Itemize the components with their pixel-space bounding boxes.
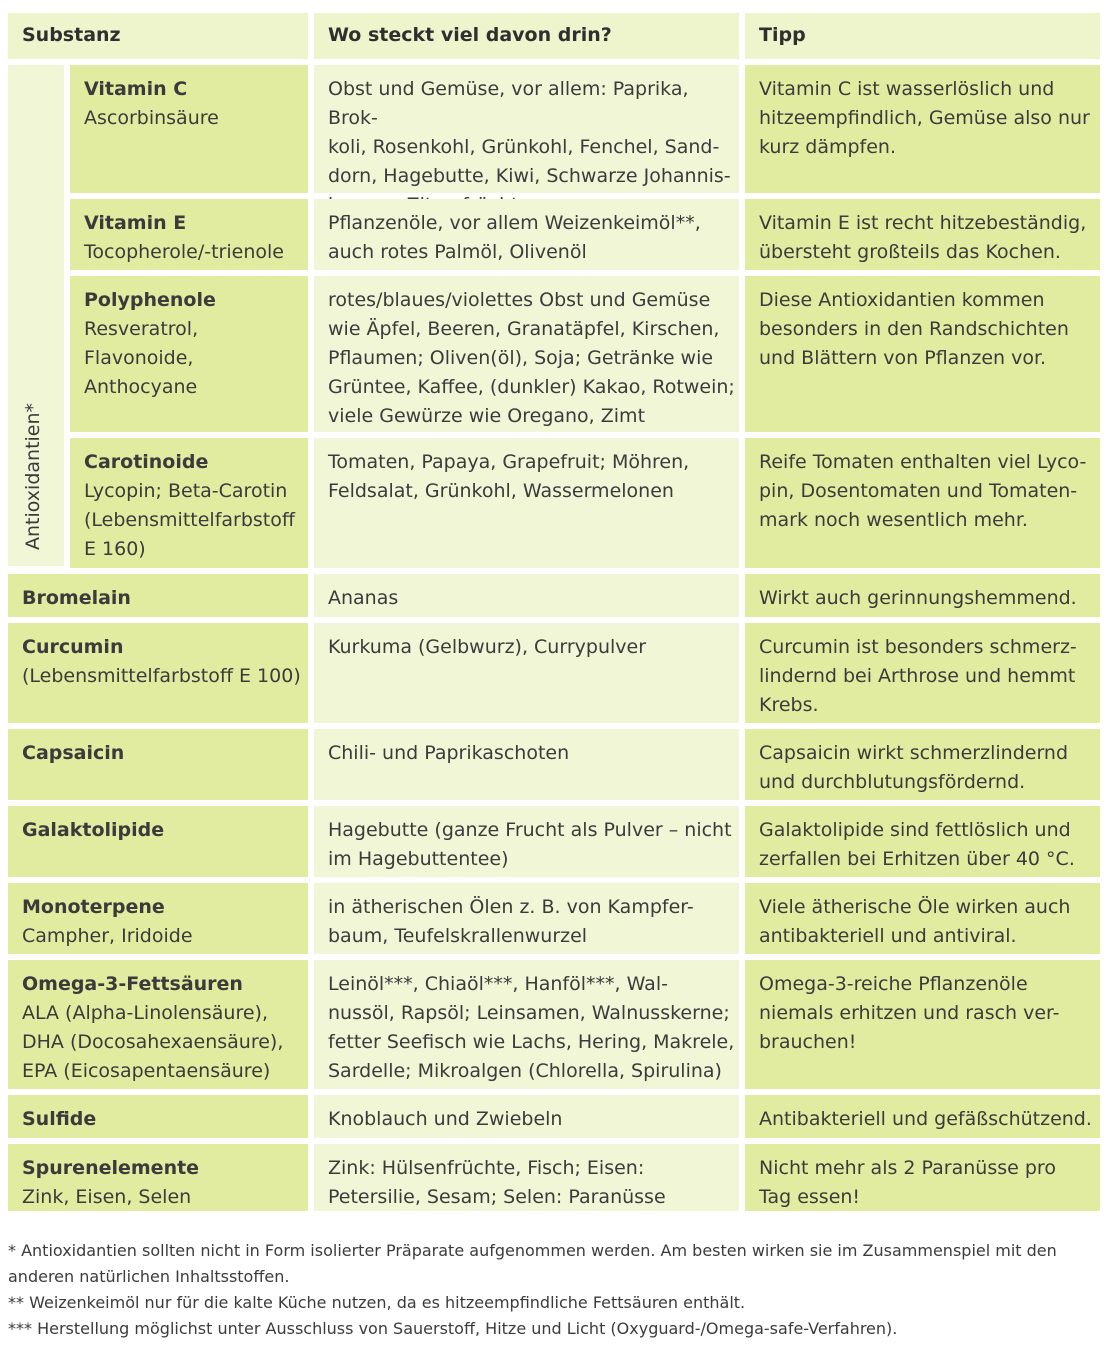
sources-line: auch rotes Palmöl, Olivenöl bbox=[328, 241, 587, 263]
sources-line: Petersilie, Sesam; Selen: Paranüsse bbox=[328, 1186, 666, 1208]
tip-line: Vitamin E ist recht hitzebeständig, bbox=[759, 212, 1087, 234]
substance-name: Carotinoide bbox=[84, 451, 209, 473]
sources-line: Grüntee, Kaffee, (dunkler) Kakao, Rotwein; bbox=[328, 376, 735, 398]
sources-cell bbox=[314, 729, 739, 800]
substance-name: Vitamin C bbox=[84, 78, 188, 100]
substance-detail: Zink, Eisen, Selen bbox=[22, 1186, 192, 1208]
substance-name: Polyphenole bbox=[84, 289, 216, 311]
tip-line: antibakteriell und antiviral. bbox=[759, 925, 1017, 947]
sources-cell bbox=[314, 960, 739, 1089]
header-col3 bbox=[745, 13, 1100, 59]
footnote: *** Herstellung möglichst unter Ausschluss von Sauerstoff, Hitze und Licht (Oxyguard-/Omega-safe-Verfahren). bbox=[8, 1319, 898, 1338]
tip-line: Diese Antioxidantien kommen bbox=[759, 289, 1045, 311]
tip-cell bbox=[745, 438, 1100, 568]
sources-line: Pflaumen; Oliven(öl), Soja; Getränke wie bbox=[328, 347, 714, 369]
substance-cell bbox=[8, 883, 308, 954]
sources-line: wie Äpfel, Beeren, Granatäpfel, Kirschen, bbox=[328, 318, 720, 340]
tip-line: brauchen! bbox=[759, 1031, 857, 1053]
substance-cell bbox=[8, 806, 308, 877]
sources-cell bbox=[314, 883, 739, 954]
tip-line: hitzeempfindlich, Gemüse also nur bbox=[759, 107, 1090, 129]
tip-cell bbox=[745, 276, 1100, 432]
tip-line: Nicht mehr als 2 Paranüsse pro bbox=[759, 1157, 1056, 1179]
sources-line: Pflanzenöle, vor allem Weizenkeimöl**, bbox=[328, 212, 701, 234]
sources-line: Knoblauch und Zwiebeln bbox=[328, 1108, 563, 1130]
sources-line: Leinöl***, Chiaöl***, Hanföl***, Wal- bbox=[328, 973, 668, 995]
substance-detail: Ascorbinsäure bbox=[84, 107, 219, 129]
tip-cell bbox=[745, 960, 1100, 1089]
substance-detail: Resveratrol, bbox=[84, 318, 199, 340]
sources-cell bbox=[314, 623, 739, 723]
substance-name: Monoterpene bbox=[22, 896, 165, 918]
group-label-cell bbox=[8, 65, 64, 566]
sources-line: fetter Seefisch wie Lachs, Hering, Makrele, bbox=[328, 1031, 735, 1053]
substance-cell bbox=[8, 1144, 308, 1211]
tip-cell bbox=[745, 729, 1100, 800]
sources-line: in ätherischen Ölen z. B. von Kampfer- bbox=[328, 896, 694, 918]
substance-name: Galaktolipide bbox=[22, 819, 165, 841]
substance-detail: Campher, Iridoide bbox=[22, 925, 193, 947]
header-label: Wo steckt viel davon drin? bbox=[328, 24, 612, 46]
sources-line: Sardelle; Mikroalgen (Chlorella, Spirulina) bbox=[328, 1060, 722, 1082]
substance-name: Spurenelemente bbox=[22, 1157, 200, 1179]
substance-detail: (Lebensmittelfarbstoff bbox=[84, 509, 295, 531]
sources-cell bbox=[314, 806, 739, 877]
sources-line: koli, Rosenkohl, Grünkohl, Fenchel, Sand- bbox=[328, 136, 720, 158]
sources-line: viele Gewürze wie Oregano, Zimt bbox=[328, 405, 646, 427]
tip-line: Krebs. bbox=[759, 694, 819, 716]
substance-detail: Lycopin; Beta-Carotin bbox=[84, 480, 288, 502]
tip-line: Antibakteriell und gefäßschützend. bbox=[759, 1108, 1092, 1130]
tip-line: Viele ätherische Öle wirken auch bbox=[759, 896, 1071, 918]
header-col2 bbox=[314, 13, 739, 59]
substance-detail: EPA (Eicosapentaensäure) bbox=[22, 1060, 271, 1082]
sources-line: Tomaten, Papaya, Grapefruit; Möhren, bbox=[328, 451, 690, 473]
tip-line: Capsaicin wirkt schmerzlindernd bbox=[759, 742, 1069, 764]
tip-line: Vitamin C ist wasserlöslich und bbox=[759, 78, 1055, 100]
sources-cell bbox=[314, 1095, 739, 1138]
tip-line: lindernd bei Arthrose und hemmt bbox=[759, 665, 1076, 687]
substance-cell bbox=[8, 623, 308, 723]
substance-name: Sulfide bbox=[22, 1108, 97, 1130]
sources-line: Kurkuma (Gelbwurz), Currypulver bbox=[328, 636, 647, 658]
sources-line: Hagebutte (ganze Frucht als Pulver – nicht bbox=[328, 819, 732, 841]
substance-cell bbox=[70, 438, 308, 568]
substance-cell bbox=[8, 574, 308, 617]
substance-detail: Flavonoide, bbox=[84, 347, 194, 369]
tip-line: Tag essen! bbox=[759, 1186, 861, 1208]
sources-line: dorn, Hagebutte, Kiwi, Schwarze Johannis- bbox=[328, 165, 731, 187]
tip-line: Omega-3-reiche Pflanzenöle bbox=[759, 973, 1028, 995]
sources-line: nussöl, Rapsöl; Leinsamen, Walnusskerne; bbox=[328, 1002, 730, 1024]
substance-detail: Anthocyane bbox=[84, 376, 198, 398]
substance-detail: E 160) bbox=[84, 538, 146, 560]
tip-line: Curcumin ist besonders schmerz- bbox=[759, 636, 1077, 658]
substance-detail: DHA (Docosahexaensäure), bbox=[22, 1031, 284, 1053]
tip-line: kurz dämpfen. bbox=[759, 136, 897, 158]
tip-line: niemals erhitzen und rasch ver- bbox=[759, 1002, 1060, 1024]
sources-line: Zink: Hülsenfrüchte, Fisch; Eisen: bbox=[328, 1157, 645, 1179]
header-col1 bbox=[8, 13, 308, 59]
substance-name: Capsaicin bbox=[22, 742, 125, 764]
sources-line: Ananas bbox=[328, 587, 399, 609]
sources-cell bbox=[314, 65, 739, 193]
sources-cell bbox=[314, 199, 739, 270]
substance-cell bbox=[8, 960, 308, 1089]
tip-cell bbox=[745, 806, 1100, 877]
header-label: Tipp bbox=[759, 24, 806, 46]
tip-line: pin, Dosentomaten und Tomaten- bbox=[759, 480, 1078, 502]
substance-detail: (Lebensmittelfarbstoff E 100) bbox=[22, 665, 301, 687]
sources-line: im Hagebuttentee) bbox=[328, 848, 509, 870]
sources-cell bbox=[314, 1144, 739, 1211]
substance-detail: Tocopherole/-trienole bbox=[84, 241, 284, 263]
tip-line: und durchblutungsfördernd. bbox=[759, 771, 1026, 793]
substance-cell bbox=[70, 276, 308, 432]
tip-cell bbox=[745, 1144, 1100, 1211]
sources-cell bbox=[314, 276, 739, 432]
footnote: anderen natürlichen Inhaltsstoffen. bbox=[8, 1267, 290, 1286]
footnote: * Antioxidantien sollten nicht in Form isolierter Präparate aufgenommen werden. Am besten wirken sie im Zusammenspiel mit den bbox=[8, 1241, 1057, 1260]
substance-name: Bromelain bbox=[22, 587, 131, 609]
tip-cell bbox=[745, 65, 1100, 193]
substance-cell bbox=[70, 199, 308, 270]
tip-line: zerfallen bei Erhitzen über 40 °C. bbox=[759, 848, 1075, 870]
sources-line: baum, Teufelskrallenwurzel bbox=[328, 925, 588, 947]
tip-cell bbox=[745, 1095, 1100, 1138]
tip-line: mark noch wesentlich mehr. bbox=[759, 509, 1028, 531]
tip-line: Reife Tomaten enthalten viel Lyco- bbox=[759, 451, 1087, 473]
sources-line: rotes/blaues/violettes Obst und Gemüse bbox=[328, 289, 711, 311]
substance-detail: ALA (Alpha-Linolensäure), bbox=[22, 1002, 269, 1024]
tip-line: besonders in den Randschichten bbox=[759, 318, 1069, 340]
tip-line: und Blättern von Pflanzen vor. bbox=[759, 347, 1047, 369]
tip-cell bbox=[745, 883, 1100, 954]
substance-cell bbox=[8, 1095, 308, 1138]
substance-name: Omega-3-Fettsäuren bbox=[22, 973, 243, 995]
substance-name: Curcumin bbox=[22, 636, 124, 658]
sources-cell bbox=[314, 438, 739, 568]
tip-cell bbox=[745, 574, 1100, 617]
tip-line: Wirkt auch gerinnungshemmend. bbox=[759, 587, 1077, 609]
tip-line: übersteht großteils das Kochen. bbox=[759, 241, 1061, 263]
group-label: Antioxidantien* bbox=[22, 402, 44, 550]
sources-line: Chili- und Paprikaschoten bbox=[328, 742, 570, 764]
substance-name: Vitamin E bbox=[84, 212, 187, 234]
substance-cell bbox=[8, 729, 308, 800]
tip-cell bbox=[745, 199, 1100, 270]
tip-cell bbox=[745, 623, 1100, 723]
substance-cell bbox=[70, 65, 308, 193]
footnote: ** Weizenkeimöl nur für die kalte Küche nutzen, da es hitzeempfindliche Fettsäuren enthält. bbox=[8, 1293, 746, 1312]
sources-cell bbox=[314, 574, 739, 617]
sources-line: Feldsalat, Grünkohl, Wassermelonen bbox=[328, 480, 674, 502]
header-label: Substanz bbox=[22, 24, 121, 46]
tip-line: Galaktolipide sind fettlöslich und bbox=[759, 819, 1071, 841]
sources-line: Obst und Gemüse, vor allem: Paprika, Brok- bbox=[328, 78, 689, 129]
